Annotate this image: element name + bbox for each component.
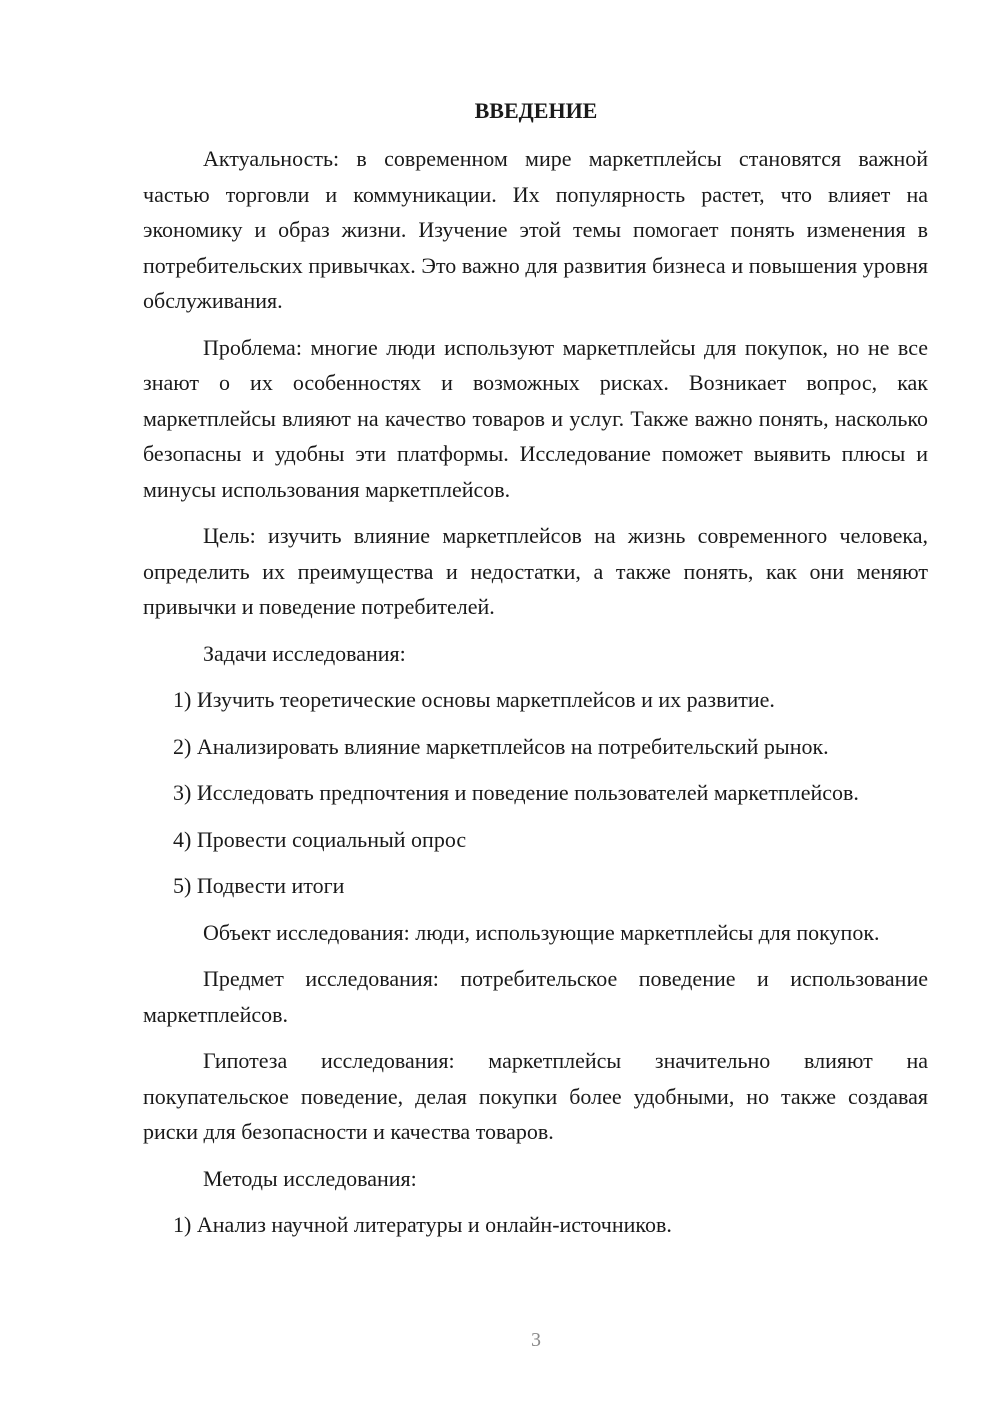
task-item-4: 4) Провести социальный опрос bbox=[173, 826, 467, 852]
methods-heading: Методы исследования: bbox=[203, 1165, 417, 1191]
object-paragraph: Объект исследования: люди, использующие маркетплейсы для покупок. bbox=[203, 919, 880, 945]
section-title: ВВЕДЕНИЕ bbox=[474, 98, 598, 123]
page-body bbox=[143, 141, 928, 1254]
subject-paragraph: Предмет исследования: потребительское поведение и использование маркетплейсов. bbox=[143, 966, 928, 1027]
goal-paragraph: Цель: изучить влияние маркетплейсов на жизнь современного человека, определить их преимущества и недостатки, а также понять, как они меняют привычки и поведение потребителей. bbox=[143, 523, 928, 619]
task-item-3: 3) Исследовать предпочтения и поведение пользователей маркетплейсов. bbox=[173, 780, 859, 805]
tasks-heading: Задачи исследования: bbox=[203, 640, 406, 666]
problem-paragraph: Проблема: многие люди используют маркетплейсы для покупок, но не все знают о их особенностях и возможных рисках. Возникает вопрос, как маркетплейсы влияют на качество товаров и услуг. Также важно понять, насколько безопасны и удобны эти платформы. Исследование поможет выявить плюсы и минусы использования маркетплейсов. bbox=[143, 334, 928, 502]
task-item-2: 2) Анализировать влияние маркетплейсов на потребительский рынок. bbox=[173, 733, 829, 759]
relevance-paragraph: Актуальность: в современном мире маркетплейсы становятся важной частью торговли и коммуникации. Их популярность растет, что влияет на экономику и образ жизни. Изучение этой темы помогает понять изменения в потребительских привычках. Это важно для развития бизнеса и повышения уровня обслуживания. bbox=[143, 146, 928, 313]
hypothesis-paragraph: Гипотеза исследования: маркетплейсы значительно влияют на покупательское поведение, делая покупки более удобными, но также создавая риски для безопасности и качества товаров. bbox=[143, 1048, 928, 1144]
page-number: 3 bbox=[531, 1329, 541, 1351]
method-item-1: 1) Анализ научной литературы и онлайн-источников. bbox=[173, 1212, 672, 1237]
task-item-1: 1) Изучить теоретические основы маркетплейсов и их развитие. bbox=[173, 687, 775, 712]
task-item-5: 5) Подвести итоги bbox=[173, 873, 345, 898]
